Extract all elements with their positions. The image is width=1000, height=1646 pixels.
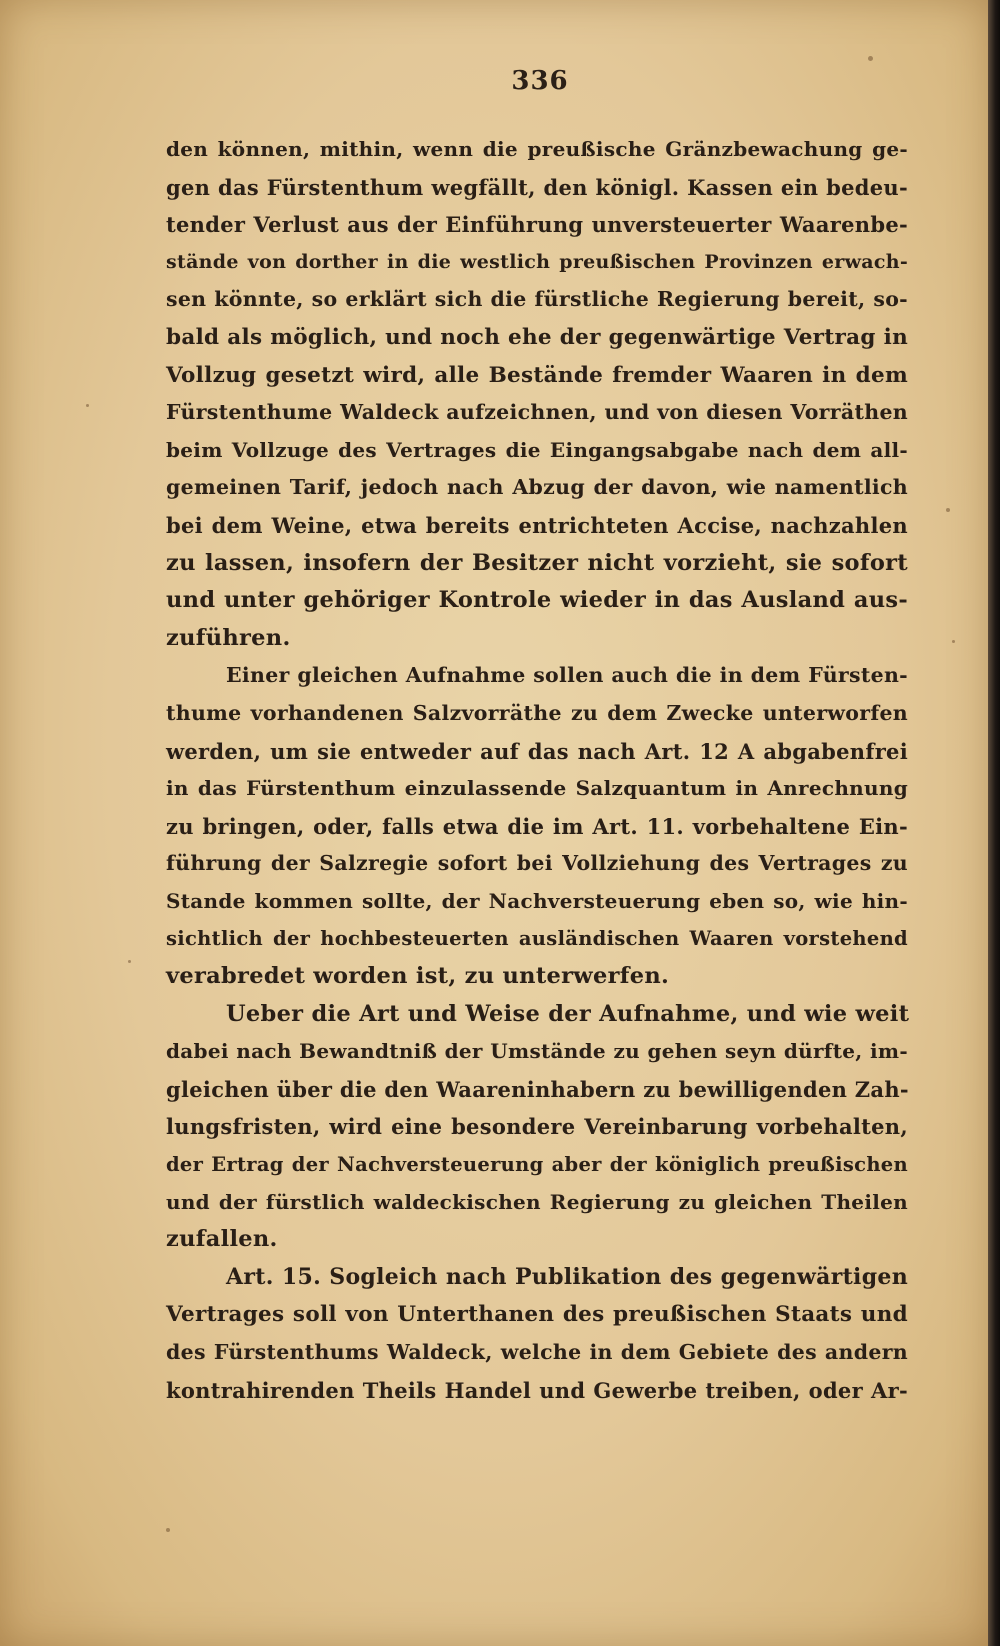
paper-speck xyxy=(86,404,89,407)
paper-speck xyxy=(128,960,131,963)
text-line: Einer gleichen Aufnahme sollen auch die in dem Fürsten- xyxy=(226,663,908,688)
text-line: zu bringen, oder, falls etwa die im Art. 11. vorbehaltene Ein- xyxy=(166,813,908,839)
paper-speck xyxy=(952,640,955,643)
text-line: des Fürstenthums Waldeck, welche in dem Gebiete des andern xyxy=(166,1340,908,1364)
text-line: dabei nach Bewandtniß der Umstände zu gehen seyn dürfte, im- xyxy=(166,1039,908,1064)
text-line: stände von dorther in die westlich preußischen Provinzen erwach- xyxy=(166,250,908,273)
text-line: werden, um sie entweder auf das nach Art. 12 A abgabenfrei xyxy=(166,738,908,764)
paper-speck xyxy=(946,508,950,512)
text-line: zu lassen, insofern der Besitzer nicht vorzieht, sie sofort xyxy=(166,549,908,576)
text-line: bei dem Weine, etwa bereits entrichteten Accise, nachzahlen xyxy=(166,512,908,538)
text-line: lungsfristen, wird eine besondere Vereinbarung vorbehalten, xyxy=(166,1114,908,1140)
text-line: gemeinen Tarif, jedoch nach Abzug der davon, wie namentlich xyxy=(166,475,908,500)
text-line: der Ertrag der Nachversteuerung aber der königlich preußischen xyxy=(166,1153,908,1177)
text-line: und unter gehöriger Kontrole wieder in das Ausland aus- xyxy=(166,587,908,614)
paper-speck xyxy=(868,56,873,61)
text-line: gen das Fürstenthum wegfällt, den königl. Kassen ein bedeu- xyxy=(166,174,908,200)
text-line: verabredet worden ist, zu unterwerfen. xyxy=(166,963,670,990)
text-line: und der fürstlich waldeckischen Regierung zu gleichen Theilen xyxy=(166,1189,908,1214)
text-line: Ueber die Art und Weise der Aufnahme, und wie weit xyxy=(226,1000,910,1027)
text-line: sichtlich der hochbesteuerten ausländischen Waaren vorstehend xyxy=(166,927,908,951)
text-line: sen könnte, so erklärt sich die fürstliche Regierung bereit, so- xyxy=(166,287,908,312)
text-line: kontrahirenden Theils Handel und Gewerbe treiben, oder Ar- xyxy=(166,1377,908,1403)
page-number: 336 xyxy=(511,66,569,96)
text-line: bald als möglich, und noch ehe der gegenwärtige Vertrag in xyxy=(166,324,908,350)
page-body-text xyxy=(166,131,908,1409)
text-line: Stande kommen sollte, der Nachversteuerung eben so, wie hin- xyxy=(166,888,908,913)
book-edge xyxy=(988,0,1000,1646)
text-line: führung der Salzregie sofort bei Vollziehung des Vertrages zu xyxy=(166,851,908,876)
text-line: Fürstenthume Waldeck aufzeichnen, und von diesen Vorräthen xyxy=(166,400,908,425)
text-line: zufallen. xyxy=(166,1226,278,1253)
text-line: beim Vollzuge des Vertrages die Eingangsabgabe nach dem all- xyxy=(166,437,908,462)
text-line: in das Fürstenthum einzulassende Salzquantum in Anrechnung xyxy=(166,776,908,801)
text-line: Vertrages soll von Unterthanen des preußischen Staats und xyxy=(166,1302,908,1328)
text-line: Vollzug gesetzt wird, alle Bestände fremder Waaren in dem xyxy=(166,362,908,388)
paper-speck xyxy=(166,1528,170,1532)
text-line: tender Verlust aus der Einführung unversteuerter Waarenbe- xyxy=(166,212,908,238)
text-line: zuführen. xyxy=(166,624,291,651)
text-line: gleichen über die den Waareninhabern zu bewilligenden Zah- xyxy=(166,1076,909,1102)
text-line: den können, mithin, wenn die preußische Gränzbewachung ge- xyxy=(166,137,908,161)
text-line: Art. 15. Sogleich nach Publikation des gegenwärtigen xyxy=(226,1263,908,1290)
text-line: thume vorhandenen Salzvorräthe zu dem Zwecke unterworfen xyxy=(166,700,908,725)
